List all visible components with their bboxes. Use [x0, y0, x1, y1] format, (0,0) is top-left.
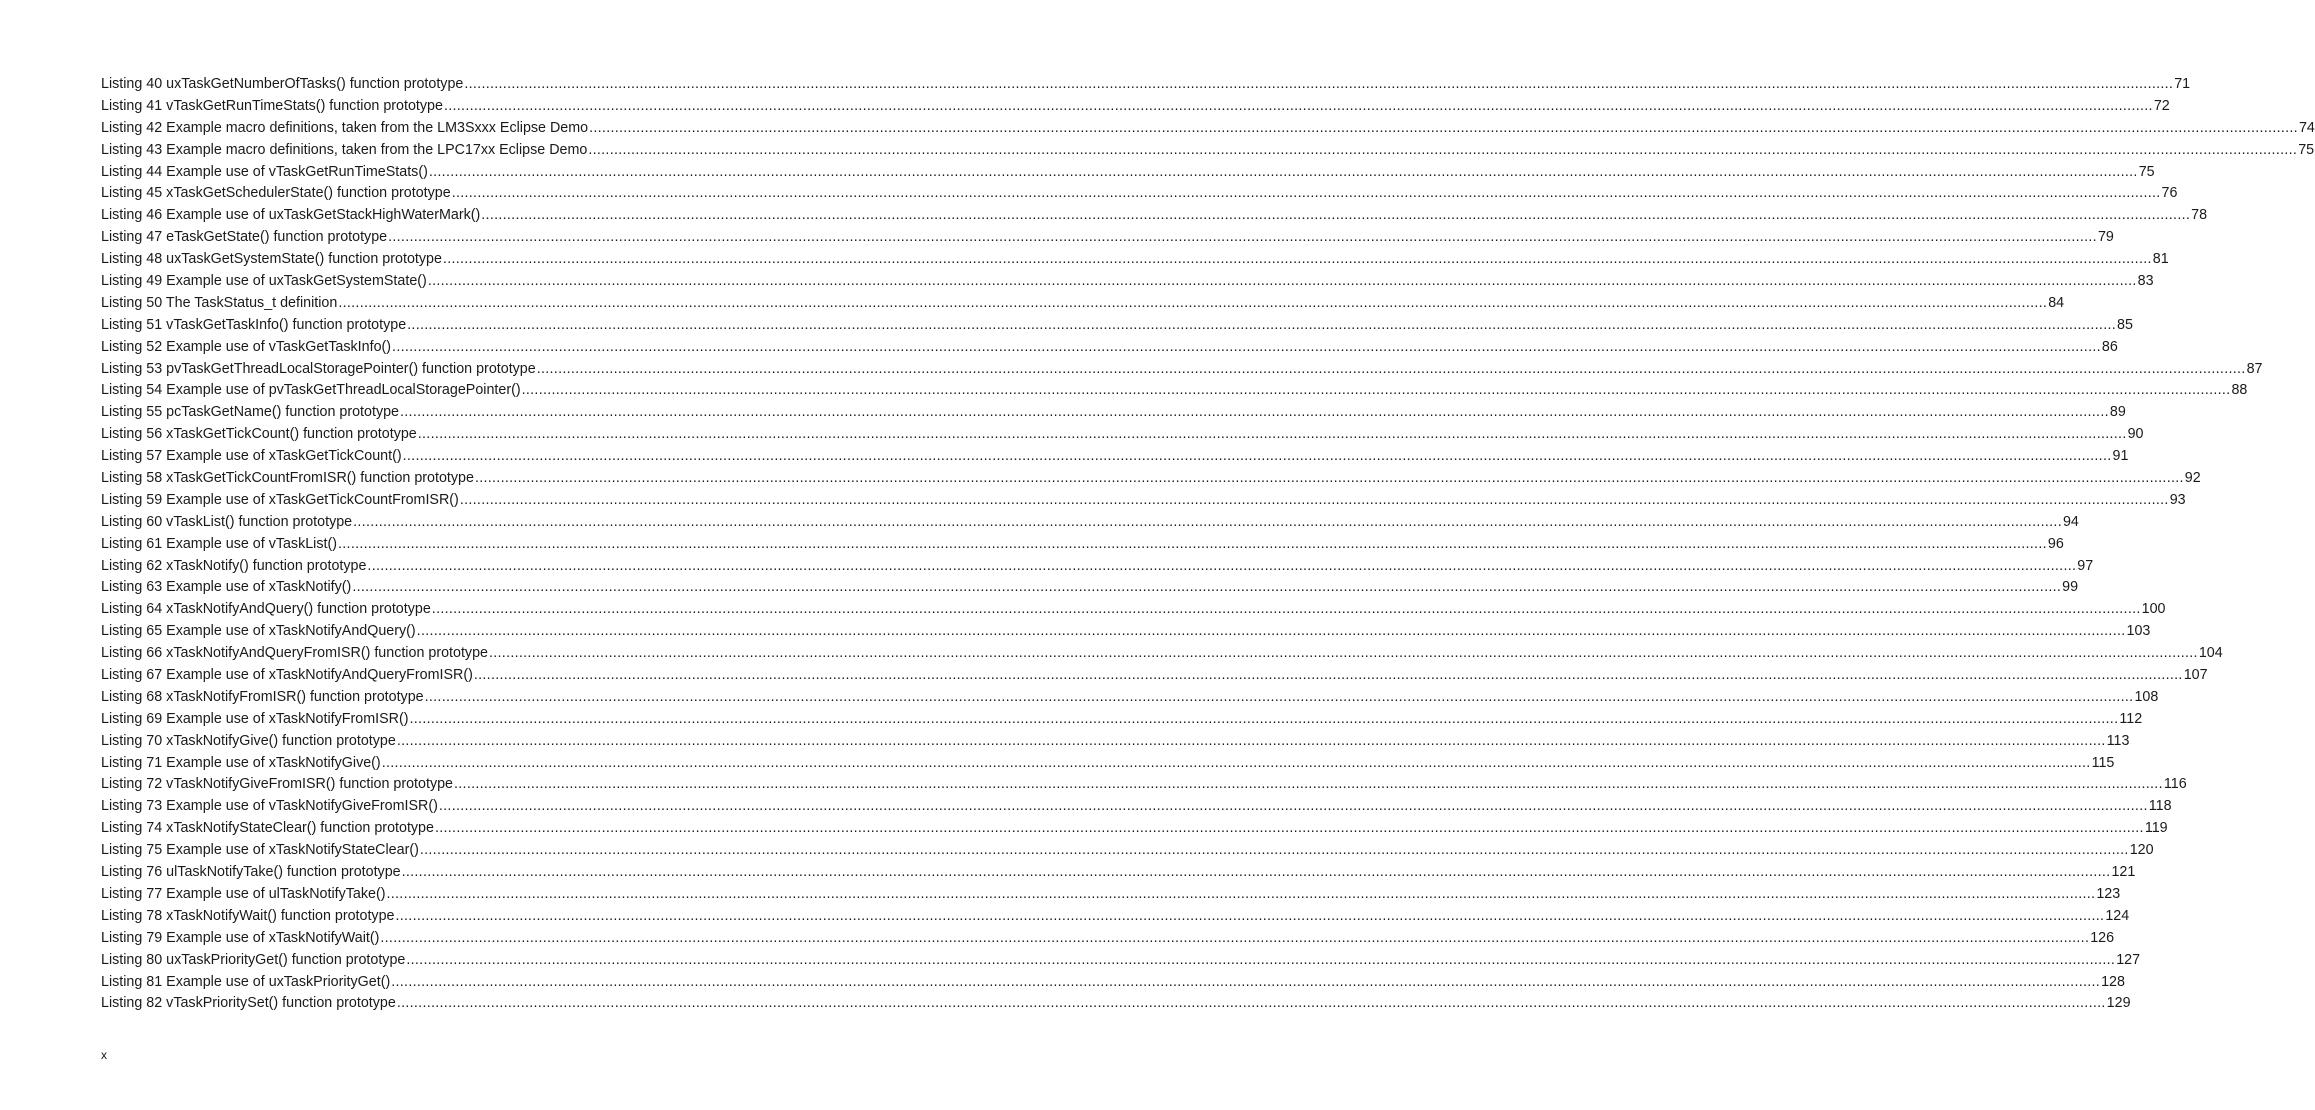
toc-entry-title: Listing 67 Example use of xTaskNotifyAndQueryFromISR() [101, 667, 473, 684]
toc-entry[interactable] [101, 424, 2144, 446]
toc-entry-title: Listing 52 Example use of vTaskGetTaskInfo() [101, 338, 392, 355]
dot-leader: ................................................................................................................................................................................................................................................................................................................................................................................................................ [451, 185, 2161, 202]
toc-entry-title: Listing 45 xTaskGetSchedulerState() function prototype [101, 185, 451, 202]
toc-entry-title: Listing 42 Example macro definitions, taken from the LM3Sxxx Eclipse Demo [101, 119, 589, 136]
dot-leader: ................................................................................................................................................................................................................................................................................................................................................................................................................ [521, 382, 2231, 399]
toc-entry-page-number: 75 [2298, 141, 2315, 158]
toc-entry-title: Listing 49 Example use of uxTaskGetSystemState() [101, 273, 427, 289]
toc-entry-page-number: 89 [2109, 404, 2126, 421]
toc-entry-page-number: 76 [2161, 185, 2178, 202]
toc-entry-page-number: 126 [2090, 929, 2115, 946]
toc-entry-title: Listing 55 pcTaskGetName() function prototype [101, 404, 400, 421]
list-of-listings [101, 74, 2315, 1015]
toc-entry[interactable] [101, 599, 2166, 621]
toc-entry-title: Listing 40 uxTaskGetNumberOfTasks() function prototype [101, 75, 464, 92]
toc-entry-page-number: 112 [2119, 710, 2143, 727]
toc-entry[interactable] [101, 884, 2121, 906]
toc-entry-page-number: 128 [2101, 973, 2125, 990]
toc-entry-page-number: 88 [2231, 382, 2248, 399]
toc-entry-page-number: 78 [2191, 207, 2208, 224]
dot-leader: ................................................................................................................................................................................................................................................................................................................................................................................................................ [409, 710, 2119, 727]
toc-entry-title: Listing 64 xTaskNotifyAndQuery() function prototype [101, 601, 431, 618]
toc-entry-title: Listing 60 vTaskList() function prototype [101, 513, 353, 530]
page-number-footer: x [101, 1048, 107, 1062]
dot-leader: ................................................................................................................................................................................................................................................................................................................................................................................................................ [400, 404, 2109, 421]
toc-entry-title: Listing 41 vTaskGetRunTimeStats() function prototype [101, 97, 443, 114]
toc-entry-page-number: 72 [2153, 97, 2170, 114]
toc-entry[interactable] [101, 380, 2248, 402]
toc-entry-title: Listing 80 uxTaskPriorityGet() function prototype [101, 951, 406, 968]
dot-leader: ................................................................................................................................................................................................................................................................................................................................................................................................................ [367, 557, 2077, 574]
toc-entry[interactable] [101, 993, 2131, 1015]
toc-entry-title: Listing 70 xTaskNotifyGive() function prototype [101, 732, 396, 749]
dot-leader: ................................................................................................................................................................................................................................................................................................................................................................................................................ [536, 360, 2246, 377]
toc-entry-title: Listing 77 Example use of ulTaskNotifyTake() [101, 885, 386, 902]
toc-entry-page-number: 87 [2246, 360, 2263, 377]
toc-entry-page-number: 92 [2184, 470, 2201, 487]
dot-leader: ................................................................................................................................................................................................................................................................................................................................................................................................................ [459, 491, 2169, 508]
toc-entry-page-number: 85 [2117, 316, 2133, 333]
toc-entry[interactable] [101, 621, 2151, 643]
toc-entry-title: Listing 75 Example use of xTaskNotifyStateClear() [101, 842, 419, 859]
toc-entry-page-number: 91 [2112, 448, 2129, 465]
toc-entry[interactable] [101, 96, 2170, 118]
toc-entry-title: Listing 74 xTaskNotifyStateClear() function prototype [101, 820, 434, 837]
toc-entry[interactable] [101, 753, 2115, 775]
dot-leader: ................................................................................................................................................................................................................................................................................................................................................................................................................ [338, 294, 2048, 311]
toc-entry-page-number: 81 [2152, 251, 2169, 268]
toc-entry[interactable] [101, 183, 2178, 205]
toc-entry[interactable] [101, 556, 2094, 578]
toc-entry-title: Listing 73 Example use of vTaskNotifyGiveFromISR() [101, 798, 438, 815]
toc-entry-title: Listing 72 vTaskNotifyGiveFromISR() function prototype [101, 776, 453, 793]
dot-leader: ................................................................................................................................................................................................................................................................................................................................................................................................................ [464, 75, 2174, 92]
toc-entry[interactable] [101, 205, 2208, 227]
toc-entry[interactable] [101, 249, 2169, 271]
dot-leader: ................................................................................................................................................................................................................................................................................................................................................................................................................ [407, 316, 2117, 333]
toc-entry[interactable] [101, 906, 2130, 928]
toc-entry-page-number: 129 [2106, 995, 2131, 1012]
toc-entry-title: Listing 78 xTaskNotifyWait() function prototype [101, 907, 395, 924]
toc-entry-title: Listing 63 Example use of xTaskNotify() [101, 579, 352, 596]
toc-entry-page-number: 123 [2096, 885, 2121, 902]
toc-entry-page-number: 86 [2101, 338, 2118, 355]
dot-leader: ................................................................................................................................................................................................................................................................................................................................................................................................................ [386, 885, 2096, 902]
dot-leader: ................................................................................................................................................................................................................................................................................................................................................................................................................ [353, 513, 2062, 530]
toc-entry-page-number: 113 [2106, 732, 2130, 749]
toc-entry-page-number: 75 [2138, 163, 2155, 180]
dot-leader: ................................................................................................................................................................................................................................................................................................................................................................................................................ [589, 119, 2298, 136]
toc-entry[interactable] [101, 490, 2186, 512]
toc-entry-title: Listing 71 Example use of xTaskNotifyGive() [101, 754, 381, 771]
toc-entry[interactable] [101, 796, 2172, 818]
dot-leader: ................................................................................................................................................................................................................................................................................................................................................................................................................ [381, 754, 2091, 771]
toc-entry-title: Listing 53 pvTaskGetThreadLocalStoragePointer() function prototype [101, 360, 536, 377]
dot-leader: ................................................................................................................................................................................................................................................................................................................................................................................................................ [438, 798, 2148, 815]
toc-entry[interactable] [101, 468, 2201, 490]
dot-leader: ................................................................................................................................................................................................................................................................................................................................................................................................................ [338, 535, 2047, 552]
toc-entry[interactable] [101, 687, 2159, 709]
toc-entry-title: Listing 82 vTaskPrioritySet() function prototype [101, 995, 396, 1012]
toc-entry[interactable] [101, 227, 2114, 249]
toc-entry-page-number: 90 [2127, 426, 2144, 443]
dot-leader: ................................................................................................................................................................................................................................................................................................................................................................................................................ [419, 842, 2129, 859]
toc-entry-title: Listing 59 Example use of xTaskGetTickCountFromISR() [101, 491, 459, 508]
toc-entry[interactable] [101, 928, 2115, 950]
toc-entry-page-number: 74 [2298, 119, 2315, 136]
toc-entry-page-number: 116 [2163, 776, 2187, 793]
dot-leader: ................................................................................................................................................................................................................................................................................................................................................................................................................ [392, 338, 2101, 355]
toc-entry-page-number: 99 [2062, 579, 2079, 596]
toc-entry[interactable] [101, 359, 2263, 381]
dot-leader: ................................................................................................................................................................................................................................................................................................................................................................................................................ [481, 207, 2191, 224]
toc-entry[interactable] [101, 315, 2133, 337]
toc-entry-page-number: 79 [2097, 229, 2114, 246]
dot-leader: ................................................................................................................................................................................................................................................................................................................................................................................................................ [352, 579, 2062, 596]
toc-entry[interactable] [101, 972, 2125, 994]
toc-entry-page-number: 118 [2148, 798, 2172, 815]
toc-entry-page-number: 119 [2144, 820, 2168, 837]
toc-entry-page-number: 94 [2062, 513, 2079, 530]
dot-leader: ................................................................................................................................................................................................................................................................................................................................................................................................................ [416, 623, 2126, 640]
toc-entry-title: Listing 58 xTaskGetTickCountFromISR() function prototype [101, 470, 474, 487]
toc-entry-title: Listing 50 The TaskStatus_t definition [101, 294, 338, 311]
toc-entry-title: Listing 62 xTaskNotify() function prototype [101, 557, 367, 574]
toc-entry[interactable] [101, 162, 2155, 184]
toc-entry-page-number: 96 [2047, 535, 2064, 552]
dot-leader: ................................................................................................................................................................................................................................................................................................................................................................................................................ [442, 251, 2152, 268]
toc-entry-title: Listing 44 Example use of vTaskGetRunTimeStats() [101, 163, 428, 180]
toc-entry[interactable] [101, 577, 2079, 599]
toc-entry[interactable] [101, 665, 2208, 687]
toc-entry-page-number: 97 [2077, 557, 2094, 574]
toc-entry[interactable] [101, 534, 2064, 556]
toc-entry-page-number: 100 [2141, 601, 2166, 618]
toc-entry-page-number: 71 [2174, 75, 2191, 92]
toc-entry[interactable] [101, 950, 2141, 972]
toc-entry[interactable] [101, 293, 2065, 315]
toc-entry-page-number: 121 [2111, 864, 2136, 881]
toc-entry-page-number: 108 [2134, 688, 2159, 705]
toc-entry[interactable] [101, 643, 2223, 665]
toc-entry-page-number: 127 [2116, 951, 2141, 968]
dot-leader: ................................................................................................................................................................................................................................................................................................................................................................................................................ [395, 907, 2105, 924]
toc-entry[interactable] [101, 446, 2129, 468]
dot-leader: ................................................................................................................................................................................................................................................................................................................................................................................................................ [431, 601, 2141, 618]
dot-leader: ................................................................................................................................................................................................................................................................................................................................................................................................................ [473, 667, 2183, 684]
dot-leader: ................................................................................................................................................................................................................................................................................................................................................................................................................ [588, 141, 2298, 158]
toc-entry-page-number: 83 [2137, 273, 2154, 289]
toc-entry[interactable] [101, 818, 2168, 840]
dot-leader: ................................................................................................................................................................................................................................................................................................................................................................................................................ [443, 97, 2153, 114]
toc-entry-title: Listing 61 Example use of vTaskList() [101, 535, 338, 552]
dot-leader: ................................................................................................................................................................................................................................................................................................................................................................................................................ [428, 163, 2138, 180]
dot-leader: ................................................................................................................................................................................................................................................................................................................................................................................................................ [424, 688, 2134, 705]
toc-entry[interactable] [101, 337, 2118, 359]
toc-entry[interactable] [101, 862, 2136, 884]
dot-leader: ................................................................................................................................................................................................................................................................................................................................................................................................................ [401, 864, 2111, 881]
toc-entry-title: Listing 57 Example use of xTaskGetTickCount() [101, 448, 402, 465]
toc-entry-title: Listing 79 Example use of xTaskNotifyWait() [101, 929, 380, 946]
dot-leader: ................................................................................................................................................................................................................................................................................................................................................................................................................ [396, 995, 2106, 1012]
toc-entry[interactable] [101, 840, 2154, 862]
toc-entry-page-number: 93 [2169, 491, 2186, 508]
toc-entry-title: Listing 48 uxTaskGetSystemState() function prototype [101, 251, 442, 268]
toc-entry-page-number: 115 [2091, 754, 2115, 771]
dot-leader: ................................................................................................................................................................................................................................................................................................................................................................................................................ [388, 229, 2097, 246]
dot-leader: ................................................................................................................................................................................................................................................................................................................................................................................................................ [417, 426, 2127, 443]
dot-leader: ................................................................................................................................................................................................................................................................................................................................................................................................................ [454, 776, 2163, 793]
toc-entry-title: Listing 65 Example use of xTaskNotifyAndQuery() [101, 623, 416, 640]
dot-leader: ................................................................................................................................................................................................................................................................................................................................................................................................................ [434, 820, 2144, 837]
toc-entry-page-number: 84 [2048, 294, 2065, 311]
toc-entry-title: Listing 43 Example macro definitions, taken from the LPC17xx Eclipse Demo [101, 141, 588, 158]
toc-entry-title: Listing 56 xTaskGetTickCount() function prototype [101, 426, 417, 443]
dot-leader: ................................................................................................................................................................................................................................................................................................................................................................................................................ [391, 973, 2101, 990]
dot-leader: ................................................................................................................................................................................................................................................................................................................................................................................................................ [474, 470, 2184, 487]
toc-entry-title: Listing 51 vTaskGetTaskInfo() function prototype [101, 316, 407, 333]
toc-entry-page-number: 107 [2183, 667, 2208, 684]
toc-entry-title: Listing 68 xTaskNotifyFromISR() function prototype [101, 688, 424, 705]
toc-entry-page-number: 120 [2129, 842, 2154, 859]
toc-entry[interactable] [101, 140, 2315, 162]
toc-entry[interactable] [101, 512, 2079, 534]
toc-entry-title: Listing 54 Example use of pvTaskGetThreadLocalStoragePointer() [101, 382, 521, 399]
toc-entry[interactable] [101, 118, 2315, 140]
dot-leader: ................................................................................................................................................................................................................................................................................................................................................................................................................ [427, 273, 2137, 289]
toc-entry-title: Listing 76 ulTaskNotifyTake() function prototype [101, 864, 401, 881]
dot-leader: ................................................................................................................................................................................................................................................................................................................................................................................................................ [402, 448, 2112, 465]
dot-leader: ................................................................................................................................................................................................................................................................................................................................................................................................................ [380, 929, 2090, 946]
dot-leader: ................................................................................................................................................................................................................................................................................................................................................................................................................ [396, 732, 2106, 749]
toc-entry-title: Listing 66 xTaskNotifyAndQueryFromISR() function prototype [101, 645, 488, 662]
toc-entry-page-number: 104 [2198, 645, 2223, 662]
toc-entry-title: Listing 69 Example use of xTaskNotifyFromISR() [101, 710, 409, 727]
toc-entry-title: Listing 81 Example use of uxTaskPriorityGet() [101, 973, 391, 990]
toc-entry-page-number: 103 [2126, 623, 2151, 640]
toc-entry[interactable] [101, 271, 2154, 293]
toc-entry-title: Listing 46 Example use of uxTaskGetStackHighWaterMark() [101, 207, 481, 224]
dot-leader: ................................................................................................................................................................................................................................................................................................................................................................................................................ [488, 645, 2198, 662]
toc-entry[interactable] [101, 775, 2187, 797]
toc-entry[interactable] [101, 402, 2126, 424]
toc-entry-page-number: 124 [2105, 907, 2130, 924]
toc-entry[interactable] [101, 74, 2191, 96]
dot-leader: ................................................................................................................................................................................................................................................................................................................................................................................................................ [406, 951, 2116, 968]
toc-entry[interactable] [101, 709, 2143, 731]
toc-entry-title: Listing 47 eTaskGetState() function prototype [101, 229, 388, 246]
toc-entry[interactable] [101, 731, 2130, 753]
